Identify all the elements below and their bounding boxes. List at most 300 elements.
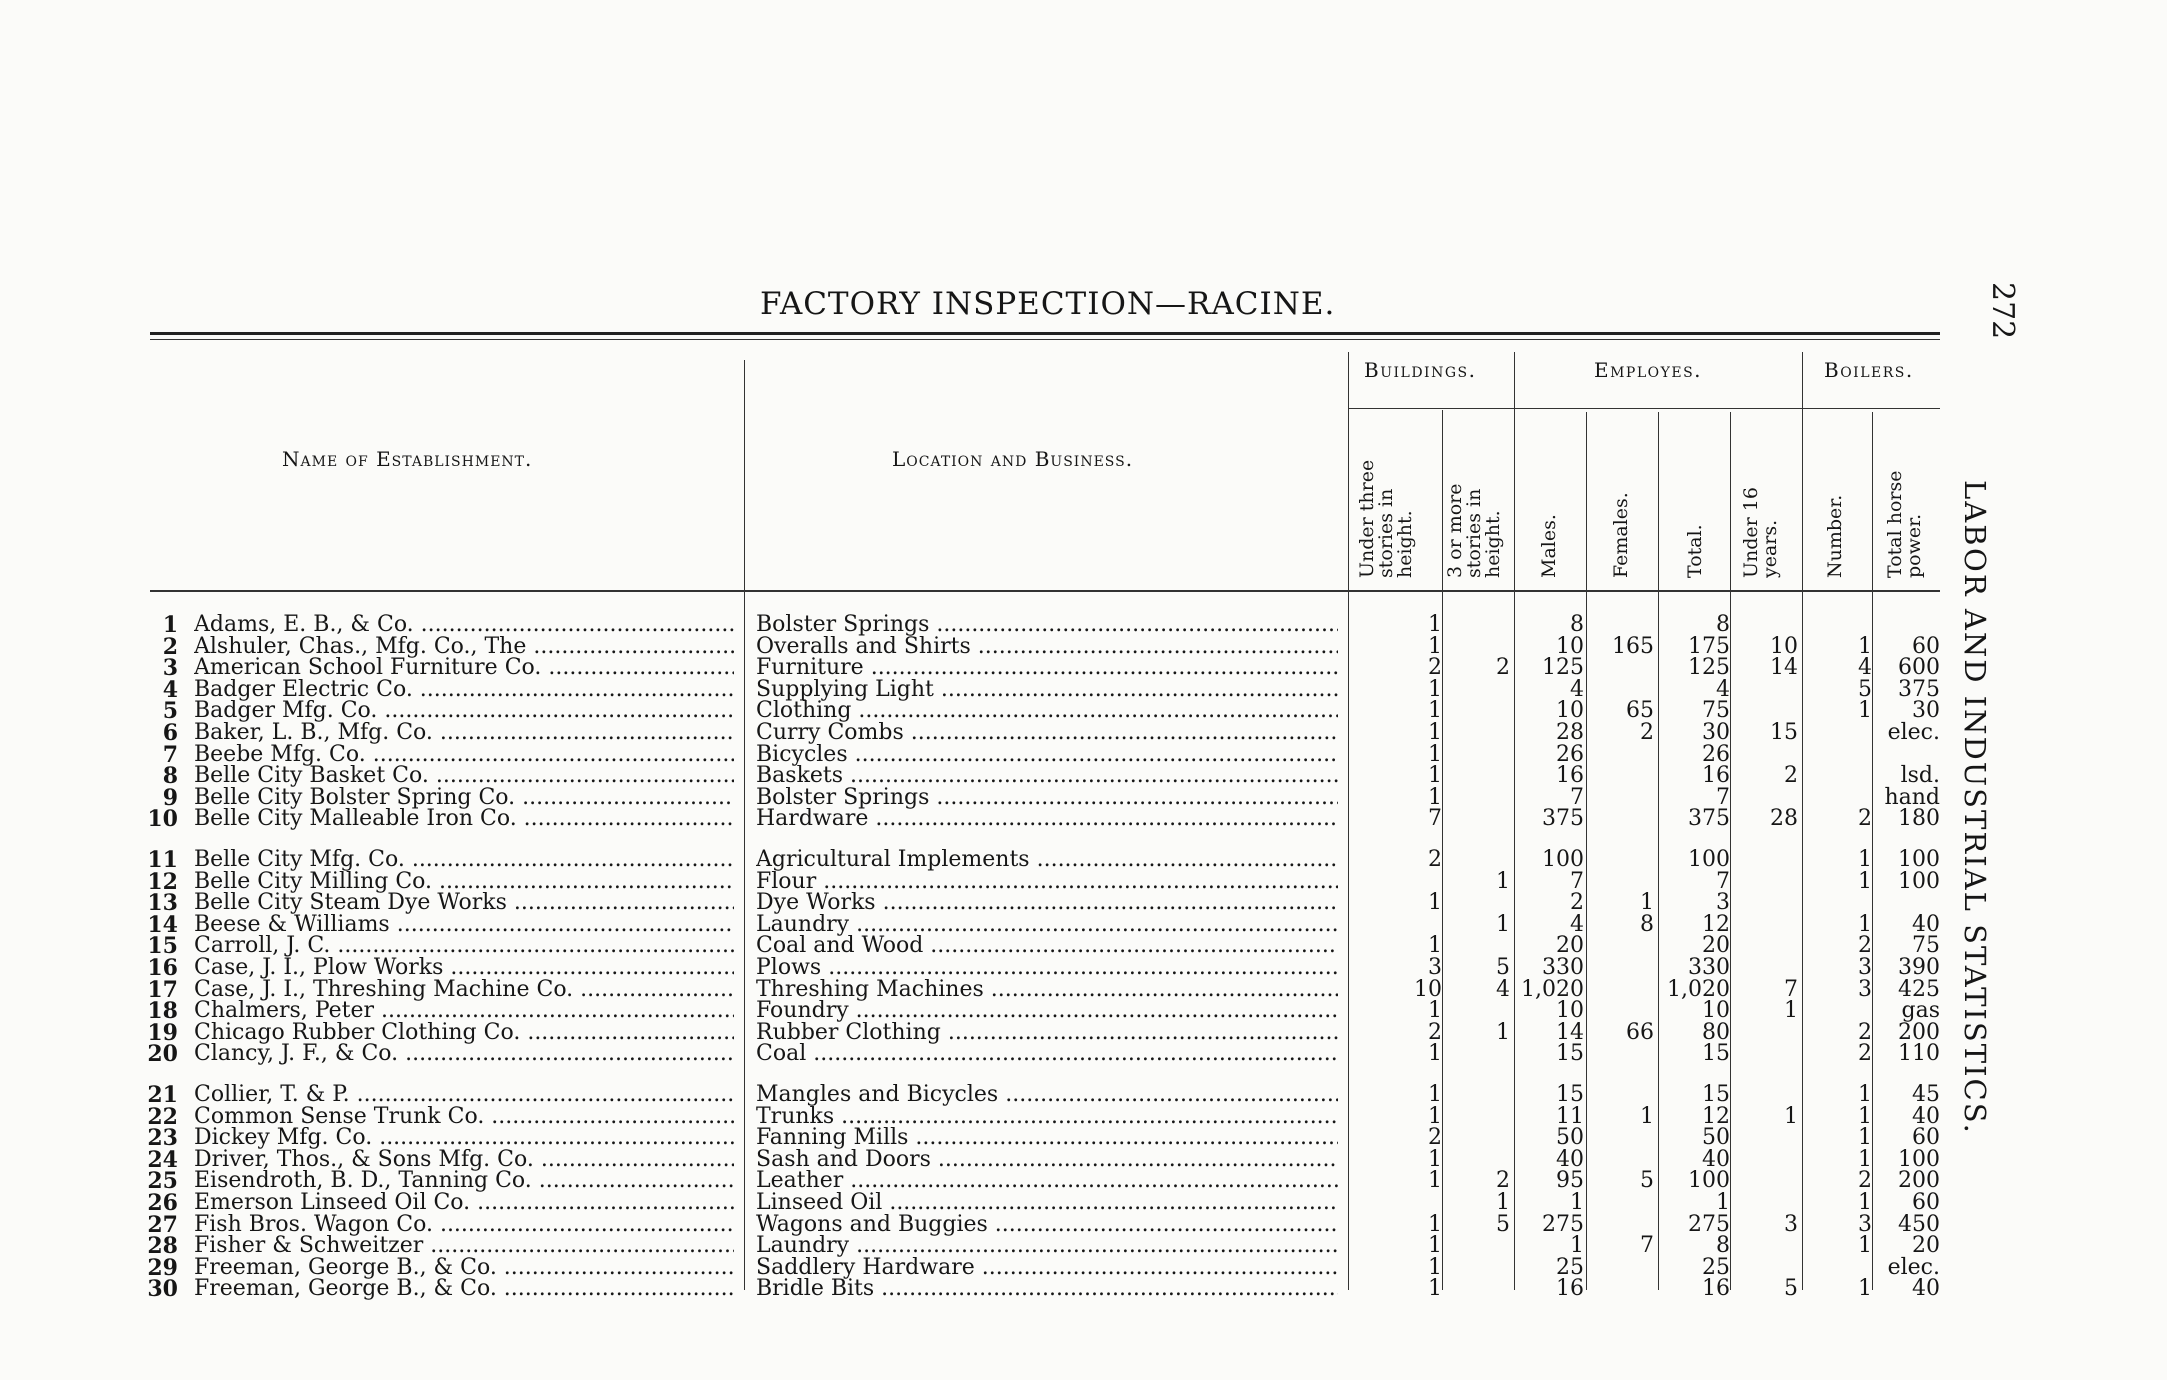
males-cell: 10 [1556, 633, 1584, 659]
row-number-cell: 8 [162, 763, 178, 790]
table-row [0, 933, 1960, 960]
table-row [0, 1233, 1960, 1260]
males-cell: 275 [1542, 1211, 1584, 1237]
table-row [0, 784, 1960, 811]
total-cell: 3 [1716, 890, 1730, 916]
under-16-cell: 1 [1784, 998, 1798, 1024]
row-number-cell: 16 [147, 955, 178, 981]
location-business-cell: Flour ..... [756, 871, 1338, 893]
total-cell: 8 [1716, 1233, 1730, 1259]
boiler-number-cell: 1 [1858, 1082, 1872, 1107]
boiler-number-cell: 1 [1858, 911, 1872, 937]
horse-power-cell: 75 [1912, 933, 1940, 959]
establishment-name-cell: Beebe Mfg. Co. ..... [194, 744, 734, 766]
total-cell: 80 [1702, 1019, 1730, 1045]
table-row [0, 614, 1960, 636]
location-business-cell: Leather ..... [756, 1170, 1338, 1192]
under-16-cell: 28 [1770, 806, 1798, 832]
table-row [0, 1125, 1960, 1152]
three-or-more-stories-cell: 1 [1496, 1190, 1510, 1215]
page-number: 272 [1985, 282, 2020, 340]
total-cell: 175 [1688, 633, 1730, 659]
males-cell: 4 [1570, 911, 1584, 937]
establishment-name-cell: Alshuler, Chas., Mfg. Co., The ..... [194, 636, 734, 658]
table-row [0, 676, 1960, 703]
total-cell: 75 [1702, 698, 1730, 724]
horse-power-cell: 450 [1898, 1211, 1940, 1237]
total-cell: 7 [1716, 868, 1730, 894]
row-number-cell: 6 [162, 720, 178, 746]
location-business-cell: Laundry ..... [756, 914, 1338, 936]
males-cell: 10 [1556, 998, 1584, 1024]
establishment-name-cell: Belle City Malleable Iron Co. ..... [194, 808, 734, 830]
under-three-stories-header: Under three stories in height. [1356, 459, 1416, 578]
boilers-group-header: Boilers. [1824, 358, 1914, 382]
boiler-number-cell: 1 [1858, 1146, 1872, 1172]
males-cell: 95 [1556, 1168, 1584, 1194]
location-business-cell: Saddlery Hardware ..... [756, 1257, 1338, 1279]
row-number-cell: 10 [147, 806, 178, 833]
males-cell: 4 [1570, 676, 1584, 702]
three-or-more-stories-cell: 1 [1496, 868, 1510, 894]
under-16-cell: 2 [1784, 763, 1798, 789]
horse-power-cell: gas [1901, 998, 1940, 1024]
total-cell: 125 [1688, 655, 1730, 681]
establishment-name-cell: American School Furniture Co. ..... [194, 657, 734, 679]
females-cell: 66 [1626, 1019, 1654, 1045]
males-cell: 11 [1556, 1103, 1584, 1129]
males-cell: 15 [1556, 1082, 1584, 1107]
table-row [0, 1146, 1960, 1173]
establishment-name-cell: Belle City Basket Co. ..... [194, 765, 734, 787]
establishment-name-cell: Belle City Milling Co. ..... [194, 871, 734, 893]
table-row [0, 868, 1960, 895]
males-cell: 330 [1542, 955, 1584, 980]
total-cell: 1,020 [1667, 976, 1730, 1002]
table-row [0, 1084, 1960, 1106]
table-row [0, 763, 1960, 790]
boiler-number-cell: 1 [1858, 633, 1872, 659]
group-underline [1514, 408, 1802, 409]
table-row [0, 741, 1960, 768]
horse-power-cell: 100 [1898, 847, 1940, 872]
under-three-stories-cell: 1 [1428, 1146, 1442, 1172]
females-header: Females. [1610, 492, 1632, 578]
males-cell: 8 [1570, 612, 1584, 637]
location-business-cell: Plows ..... [756, 957, 1338, 979]
location-business-cell: Curry Combs ..... [756, 722, 1338, 744]
under-16-header: Under 16 years. [1740, 487, 1781, 578]
establishment-name-cell: Chicago Rubber Clothing Co. ..... [194, 1022, 734, 1044]
boiler-number-cell: 3 [1858, 1211, 1872, 1237]
total-cell: 15 [1702, 1041, 1730, 1067]
boiler-number-cell: 1 [1858, 847, 1872, 872]
under-three-stories-cell: 1 [1428, 1233, 1442, 1259]
horse-power-cell: 200 [1898, 1168, 1940, 1194]
row-number-cell: 19 [147, 1019, 178, 1046]
row-number-cell: 13 [147, 890, 178, 917]
males-cell: 1 [1570, 1233, 1584, 1259]
establishment-name-cell: Freeman, George B., & Co. ..... [194, 1257, 734, 1279]
males-cell: 100 [1542, 847, 1584, 872]
row-number-cell: 27 [147, 1211, 178, 1238]
establishment-name-cell: Belle City Steam Dye Works ..... [194, 892, 734, 914]
horse-power-cell: 100 [1898, 868, 1940, 894]
table-row [0, 1019, 1960, 1046]
total-cell: 50 [1702, 1125, 1730, 1151]
row-number-cell: 11 [147, 847, 178, 873]
establishment-name-cell: Badger Electric Co. ..... [194, 679, 734, 701]
under-three-stories-cell: 1 [1428, 1254, 1442, 1280]
location-column-header: Location and Business. [892, 447, 1134, 471]
row-number-cell: 7 [162, 741, 178, 768]
under-three-stories-cell: 1 [1428, 1103, 1442, 1129]
boiler-number-cell: 2 [1858, 1019, 1872, 1045]
location-business-cell: Bicycles ..... [756, 744, 1338, 766]
table-row [0, 890, 1960, 917]
males-cell: 15 [1556, 1041, 1584, 1067]
total-cell: 4 [1716, 676, 1730, 702]
location-business-cell: Linseed Oil ..... [756, 1192, 1338, 1214]
establishment-name-cell: Case, J. I., Plow Works ..... [194, 957, 734, 979]
under-16-cell: 3 [1784, 1211, 1798, 1237]
location-business-cell: Furniture ..... [756, 657, 1338, 679]
table-row [0, 1192, 1960, 1214]
females-cell: 165 [1612, 633, 1654, 659]
location-business-cell: Baskets ..... [756, 765, 1338, 787]
table-row [0, 1276, 1960, 1303]
under-three-stories-cell: 1 [1428, 933, 1442, 959]
under-three-stories-cell: 1 [1428, 676, 1442, 702]
males-cell: 28 [1556, 720, 1584, 745]
under-three-stories-cell: 3 [1428, 955, 1442, 980]
under-three-stories-cell: 1 [1428, 720, 1442, 745]
table-row [0, 1103, 1960, 1130]
males-cell: 14 [1556, 1019, 1584, 1045]
location-business-cell: Agricultural Implements ..... [756, 849, 1338, 871]
horse-power-cell: 180 [1898, 806, 1940, 832]
page-title: FACTORY INSPECTION—RACINE. [760, 286, 1336, 322]
total-cell: 12 [1702, 1103, 1730, 1129]
total-cell: 16 [1702, 763, 1730, 789]
horse-power-cell: 110 [1898, 1041, 1940, 1067]
boiler-number-cell: 1 [1858, 1103, 1872, 1129]
total-cell: 20 [1702, 933, 1730, 959]
row-number-cell: 25 [147, 1168, 178, 1195]
total-cell: 15 [1702, 1082, 1730, 1107]
horse-power-cell: 60 [1912, 633, 1940, 659]
horse-power-cell: elec. [1887, 1254, 1940, 1280]
table-row [0, 976, 1960, 1003]
males-header: Males. [1538, 514, 1560, 578]
row-number-cell: 3 [162, 655, 178, 682]
row-number-cell: 9 [162, 784, 178, 811]
horse-power-cell: elec. [1887, 720, 1940, 745]
row-number-cell: 14 [147, 911, 178, 938]
under-three-stories-cell: 2 [1428, 1019, 1442, 1045]
boiler-number-cell: 1 [1858, 868, 1872, 894]
top-thin-rule [150, 339, 1940, 340]
males-cell: 26 [1556, 741, 1584, 767]
employes-group-header: Employes. [1594, 358, 1703, 382]
three-or-more-stories-cell: 1 [1496, 1019, 1510, 1045]
row-number-cell: 18 [147, 998, 178, 1025]
under-three-stories-cell: 1 [1428, 763, 1442, 789]
males-cell: 1,020 [1521, 976, 1584, 1002]
under-three-stories-cell: 1 [1428, 612, 1442, 637]
under-three-stories-cell: 1 [1428, 784, 1442, 810]
females-cell: 65 [1626, 698, 1654, 724]
buildings-group-header: Buildings. [1364, 358, 1477, 382]
horse-power-cell: 60 [1912, 1190, 1940, 1215]
total-cell: 330 [1688, 955, 1730, 980]
location-business-cell: Bridle Bits ..... [756, 1278, 1338, 1300]
under-three-stories-cell: 1 [1428, 890, 1442, 916]
table-row [0, 957, 1960, 979]
boiler-number-cell: 1 [1858, 698, 1872, 724]
under-three-stories-cell: 1 [1428, 698, 1442, 724]
row-number-cell: 12 [147, 868, 178, 895]
table-row [0, 849, 1960, 871]
under-three-stories-cell: 1 [1428, 1211, 1442, 1237]
under-three-stories-cell: 1 [1428, 1168, 1442, 1194]
establishment-name-cell: Common Sense Trunk Co. ..... [194, 1106, 734, 1128]
under-16-cell: 15 [1770, 720, 1798, 745]
boiler-number-cell: 5 [1858, 676, 1872, 702]
horse-power-cell: 600 [1898, 655, 1940, 681]
total-header: Total. [1684, 524, 1706, 578]
total-cell: 275 [1688, 1211, 1730, 1237]
males-cell: 375 [1542, 806, 1584, 832]
location-business-cell: Dye Works ..... [756, 892, 1338, 914]
horse-power-cell: 40 [1912, 911, 1940, 937]
horse-power-cell: 45 [1912, 1082, 1940, 1107]
under-16-cell: 5 [1784, 1276, 1798, 1302]
row-number-cell: 21 [147, 1082, 178, 1108]
row-number-cell: 20 [147, 1041, 178, 1068]
location-business-cell: Laundry ..... [756, 1235, 1338, 1257]
establishment-name-cell: Adams, E. B., & Co. ..... [194, 614, 734, 636]
males-cell: 10 [1556, 698, 1584, 724]
three-or-more-stories-cell: 2 [1496, 655, 1510, 681]
side-running-title: LABOR AND INDUSTRIAL STATISTICS. [1958, 480, 1992, 1135]
location-business-cell: Supplying Light ..... [756, 679, 1338, 701]
establishment-name-cell: Badger Mfg. Co. ..... [194, 700, 734, 722]
location-business-cell: Clothing ..... [756, 700, 1338, 722]
establishment-name-cell: Carroll, J. C. ..... [194, 935, 734, 957]
row-number-cell: 23 [147, 1125, 178, 1152]
males-cell: 25 [1556, 1254, 1584, 1280]
horse-power-cell: 390 [1898, 955, 1940, 980]
females-cell: 2 [1640, 720, 1654, 745]
group-underline [1802, 408, 1940, 409]
boiler-number-cell: 1 [1858, 1233, 1872, 1259]
location-business-cell: Bolster Springs ..... [756, 614, 1338, 636]
under-three-stories-cell: 1 [1428, 998, 1442, 1024]
three-or-more-stories-cell: 5 [1496, 955, 1510, 980]
boiler-number-cell: 2 [1858, 1168, 1872, 1194]
under-three-stories-cell: 7 [1428, 806, 1442, 832]
boiler-number-header: Number. [1824, 494, 1846, 578]
name-column-header: Name of Establishment. [282, 447, 533, 471]
three-or-more-stories-cell: 1 [1496, 911, 1510, 937]
table-row [0, 998, 1960, 1025]
establishment-name-cell: Belle City Mfg. Co. ..... [194, 849, 734, 871]
table-row [0, 1254, 1960, 1281]
females-cell: 8 [1640, 911, 1654, 937]
location-business-cell: Trunks ..... [756, 1106, 1338, 1128]
under-three-stories-cell: 2 [1428, 847, 1442, 872]
females-cell: 5 [1640, 1168, 1654, 1194]
row-number-cell: 17 [147, 976, 178, 1003]
table-row [0, 806, 1960, 833]
row-number-cell: 29 [147, 1254, 178, 1281]
location-business-cell: Coal and Wood ..... [756, 935, 1338, 957]
under-16-cell: 1 [1784, 1103, 1798, 1129]
establishment-name-cell: Fish Bros. Wagon Co. ..... [194, 1214, 734, 1236]
establishment-name-cell: Fisher & Schweitzer ..... [194, 1235, 734, 1257]
total-cell: 7 [1716, 784, 1730, 810]
header-bottom-rule [150, 590, 1940, 592]
horse-power-cell: hand [1884, 784, 1940, 810]
under-three-stories-cell: 1 [1428, 1041, 1442, 1067]
males-cell: 1 [1570, 1190, 1584, 1215]
total-cell: 25 [1702, 1254, 1730, 1280]
total-cell: 10 [1702, 998, 1730, 1024]
males-cell: 7 [1570, 784, 1584, 810]
total-cell: 375 [1688, 806, 1730, 832]
under-three-stories-cell: 2 [1428, 655, 1442, 681]
total-cell: 1 [1716, 1190, 1730, 1215]
males-cell: 125 [1542, 655, 1584, 681]
location-business-cell: Sash and Doors ..... [756, 1149, 1338, 1171]
under-16-cell: 10 [1770, 633, 1798, 659]
location-business-cell: Overalls and Shirts ..... [756, 636, 1338, 658]
three-or-more-stories-cell: 5 [1496, 1211, 1510, 1237]
horse-power-header: Total horse power. [1884, 470, 1925, 578]
row-number-cell: 4 [162, 676, 178, 703]
establishment-name-cell: Collier, T. & P. ..... [194, 1084, 734, 1106]
establishment-name-cell: Belle City Bolster Spring Co. ..... [194, 787, 734, 809]
horse-power-cell: 40 [1912, 1103, 1940, 1129]
establishment-name-cell: Clancy, J. F., & Co. ..... [194, 1043, 734, 1065]
total-cell: 8 [1716, 612, 1730, 637]
under-three-stories-cell: 1 [1428, 1276, 1442, 1302]
establishment-name-cell: Dickey Mfg. Co. ..... [194, 1127, 734, 1149]
boiler-number-cell: 1 [1858, 1276, 1872, 1302]
boiler-number-cell: 3 [1858, 955, 1872, 980]
total-cell: 30 [1702, 720, 1730, 745]
table-row [0, 633, 1960, 660]
establishment-name-cell: Freeman, George B., & Co. ..... [194, 1278, 734, 1300]
horse-power-cell: 375 [1898, 676, 1940, 702]
location-business-cell: Threshing Machines ..... [756, 979, 1338, 1001]
table-row [0, 698, 1960, 725]
row-number-cell: 5 [162, 698, 178, 725]
horse-power-cell: lsd. [1900, 763, 1940, 789]
row-number-cell: 28 [147, 1233, 178, 1260]
females-cell: 7 [1640, 1233, 1654, 1259]
location-business-cell: Foundry ..... [756, 1000, 1338, 1022]
boiler-number-cell: 2 [1858, 933, 1872, 959]
boiler-number-cell: 1 [1858, 1190, 1872, 1215]
horse-power-cell: 20 [1912, 1233, 1940, 1259]
table-row [0, 1211, 1960, 1238]
total-cell: 16 [1702, 1276, 1730, 1302]
three-or-more-stories-cell: 4 [1496, 976, 1510, 1002]
males-cell: 50 [1556, 1125, 1584, 1151]
boiler-number-cell: 1 [1858, 1125, 1872, 1151]
males-cell: 7 [1570, 868, 1584, 894]
establishment-name-cell: Eisendroth, B. D., Tanning Co. ..... [194, 1170, 734, 1192]
horse-power-cell: 60 [1912, 1125, 1940, 1151]
under-16-cell: 14 [1770, 655, 1798, 681]
location-business-cell: Rubber Clothing ..... [756, 1022, 1338, 1044]
row-number-cell: 15 [147, 933, 178, 960]
total-cell: 26 [1702, 741, 1730, 767]
row-number-cell: 1 [162, 612, 178, 638]
row-number-cell: 24 [147, 1146, 178, 1173]
location-business-cell: Mangles and Bicycles ..... [756, 1084, 1338, 1106]
males-cell: 40 [1556, 1146, 1584, 1172]
males-cell: 2 [1570, 890, 1584, 916]
under-16-cell: 7 [1784, 976, 1798, 1002]
total-cell: 100 [1688, 1168, 1730, 1194]
location-business-cell: Bolster Springs ..... [756, 787, 1338, 809]
total-cell: 12 [1702, 911, 1730, 937]
establishment-name-cell: Beese & Williams ..... [194, 914, 734, 936]
boiler-number-cell: 4 [1858, 655, 1872, 681]
under-three-stories-cell: 1 [1428, 1082, 1442, 1107]
under-three-stories-cell: 10 [1414, 976, 1442, 1002]
table-row [0, 911, 1960, 938]
group-underline [1348, 408, 1514, 409]
row-number-cell: 26 [147, 1190, 178, 1216]
total-cell: 100 [1688, 847, 1730, 872]
establishment-name-cell: Baker, L. B., Mfg. Co. ..... [194, 722, 734, 744]
location-business-cell: Fanning Mills ..... [756, 1127, 1338, 1149]
top-double-rule [150, 332, 1940, 335]
table-row [0, 1168, 1960, 1195]
horse-power-cell: 100 [1898, 1146, 1940, 1172]
total-cell: 40 [1702, 1146, 1730, 1172]
establishment-name-cell: Case, J. I., Threshing Machine Co. ..... [194, 979, 734, 1001]
horse-power-cell: 40 [1912, 1276, 1940, 1302]
location-business-cell: Wagons and Buggies ..... [756, 1214, 1338, 1236]
boiler-number-cell: 3 [1858, 976, 1872, 1002]
establishment-name-cell: Emerson Linseed Oil Co. ..... [194, 1192, 734, 1214]
three-or-more-stories-cell: 2 [1496, 1168, 1510, 1194]
establishment-name-cell: Chalmers, Peter ..... [194, 1000, 734, 1022]
establishment-name-cell: Driver, Thos., & Sons Mfg. Co. ..... [194, 1149, 734, 1171]
under-three-stories-cell: 1 [1428, 633, 1442, 659]
boiler-number-cell: 2 [1858, 806, 1872, 832]
location-business-cell: Coal ..... [756, 1043, 1338, 1065]
location-business-cell: Hardware ..... [756, 808, 1338, 830]
males-cell: 16 [1556, 1276, 1584, 1302]
under-three-stories-cell: 2 [1428, 1125, 1442, 1151]
females-cell: 1 [1640, 1103, 1654, 1129]
horse-power-cell: 30 [1912, 698, 1940, 724]
table-row [0, 655, 1960, 682]
males-cell: 20 [1556, 933, 1584, 959]
row-number-cell: 30 [147, 1276, 178, 1303]
boiler-number-cell: 2 [1858, 1041, 1872, 1067]
males-cell: 16 [1556, 763, 1584, 789]
horse-power-cell: 200 [1898, 1019, 1940, 1045]
table-row [0, 722, 1960, 744]
row-number-cell: 2 [162, 633, 178, 660]
